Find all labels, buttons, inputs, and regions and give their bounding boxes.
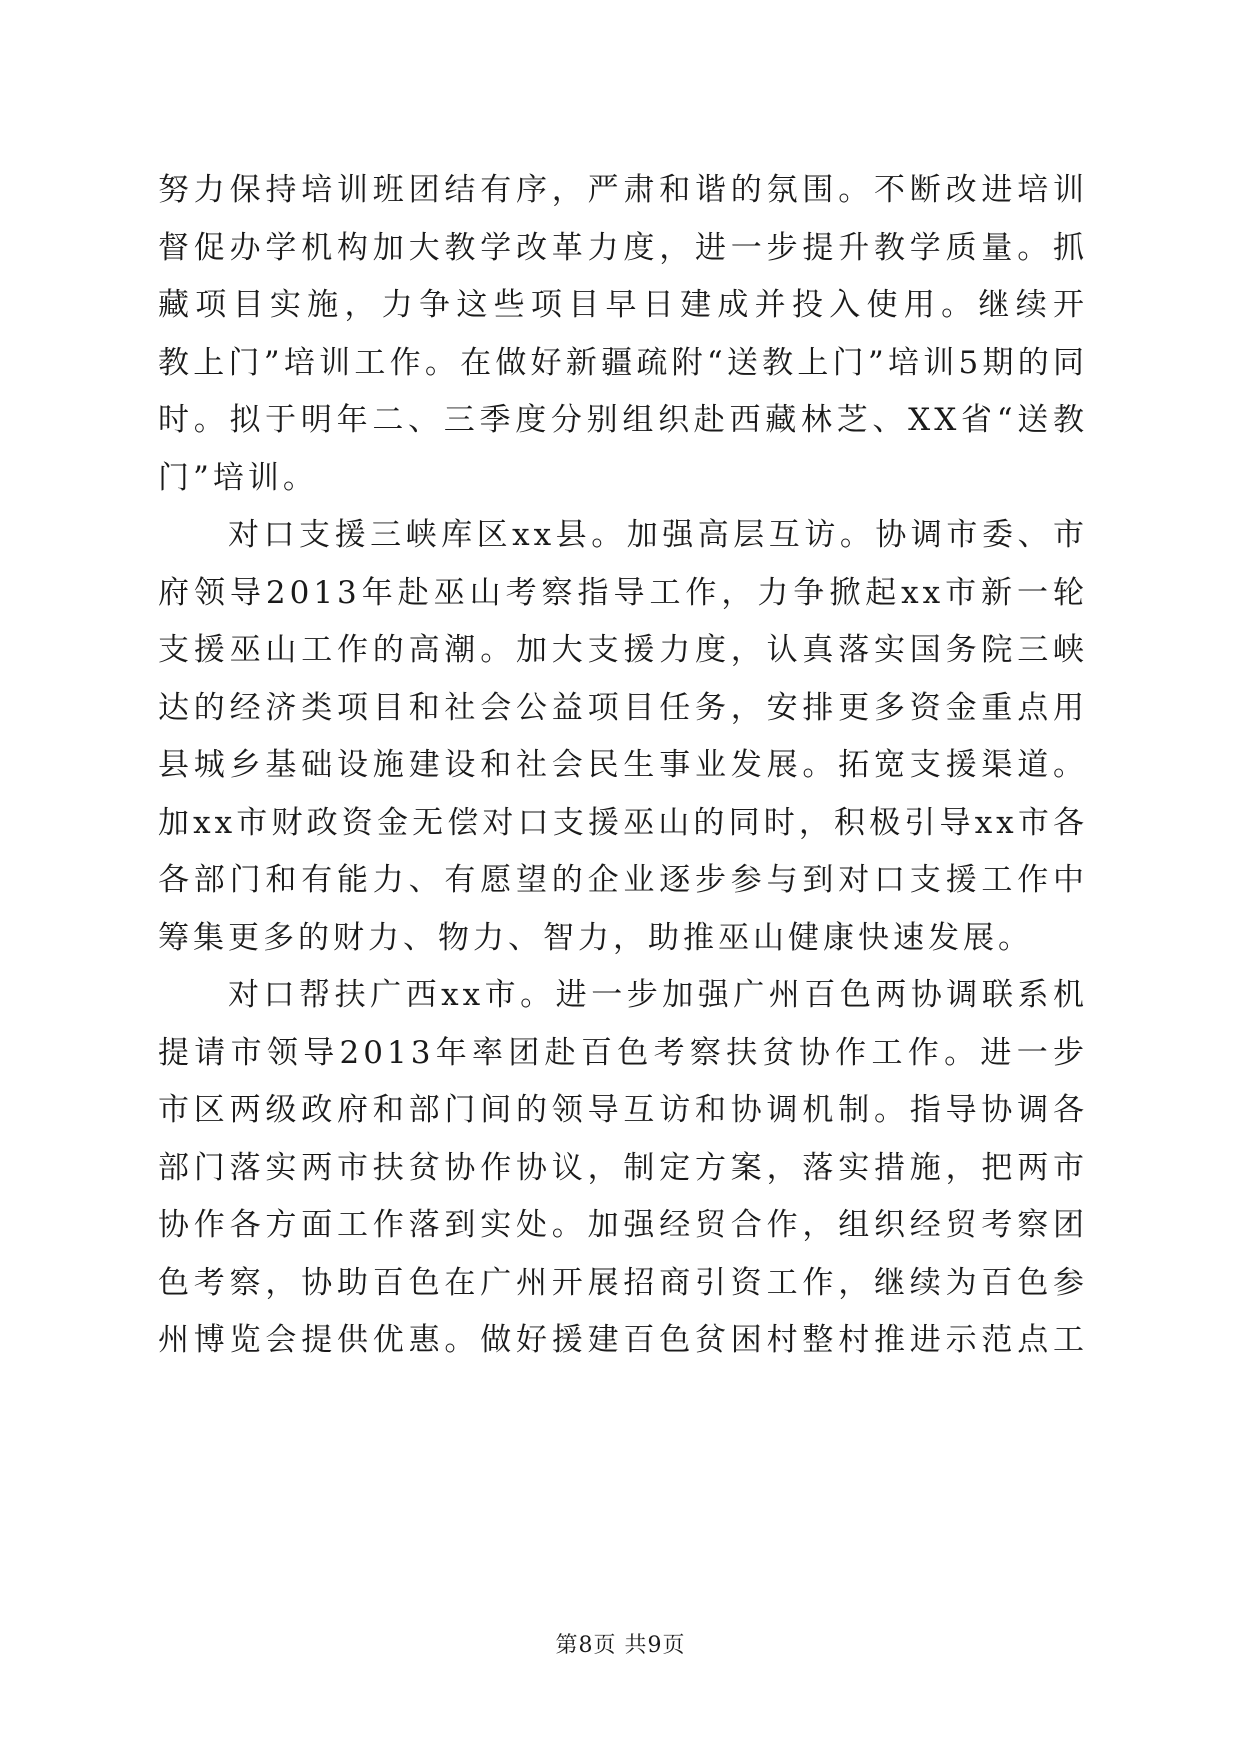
paragraph-start-line: 对口帮扶广西xx市。进一步加强广州百色两协调联系机 (228, 977, 1088, 1013)
text-line: 市区两级政府和部门间的领导互访和协调机制。指导协调各 (158, 1092, 1088, 1128)
text-line: 县城乡基础设施建设和社会民生事业发展。拓宽支援渠道。 (158, 747, 1088, 783)
text-line: 协作各方面工作落到实处。加强经贸合作，组织经贸考察团 (158, 1207, 1088, 1243)
text-line: 提请市领导2013年率团赴百色考察扶贫协作工作。进一步 (158, 1034, 1088, 1071)
text-line: 色考察，协助百色在广州开展招商引资工作，继续为百色参 (158, 1264, 1088, 1301)
document-body (158, 162, 1088, 1370)
text-line: 部门落实两市扶贫协作协议，制定方案，落实措施，把两市 (158, 1149, 1088, 1186)
paragraph-start-line: 对口支援三峡库区xx县。加强高层互访。协调市委、市 (228, 517, 1088, 553)
text-line: 门”培训。 (158, 459, 318, 496)
text-line: 达的经济类项目和社会公益项目任务，安排更多资金重点用 (158, 689, 1088, 726)
text-line: 教上门”培训工作。在做好新疆疏附“送教上门”培训5期的同 (158, 344, 1088, 381)
text-line: 筹集更多的财力、物力、智力，助推巫山健康快速发展。 (158, 919, 1033, 956)
text-line: 督促办学机构加大教学改革力度，进一步提升教学质量。抓 (158, 229, 1088, 266)
page-footer: 第8页 共9页 (555, 1633, 686, 1658)
text-line: 支援巫山工作的高潮。加大支援力度，认真落实国务院三峡 (158, 632, 1088, 668)
text-line: 各部门和有能力、有愿望的企业逐步参与到对口支援工作中 (158, 862, 1088, 898)
text-line: 州博览会提供优惠。做好援建百色贫困村整村推进示范点工 (158, 1322, 1088, 1358)
text-line: 藏项目实施，力争这些项目早日建成并投入使用。继续开 (158, 287, 1088, 323)
text-line: 加xx市财政资金无偿对口支援巫山的同时，积极引导xx市各 (158, 804, 1088, 841)
text-line: 府领导2013年赴巫山考察指导工作，力争掀起xx市新一轮 (158, 574, 1088, 611)
text-line: 努力保持培训班团结有序，严肃和谐的氛围。不断改进培训 (158, 172, 1088, 208)
text-line: 时。拟于明年二、三季度分别组织赴西藏林芝、XX省“送教 (158, 402, 1088, 438)
